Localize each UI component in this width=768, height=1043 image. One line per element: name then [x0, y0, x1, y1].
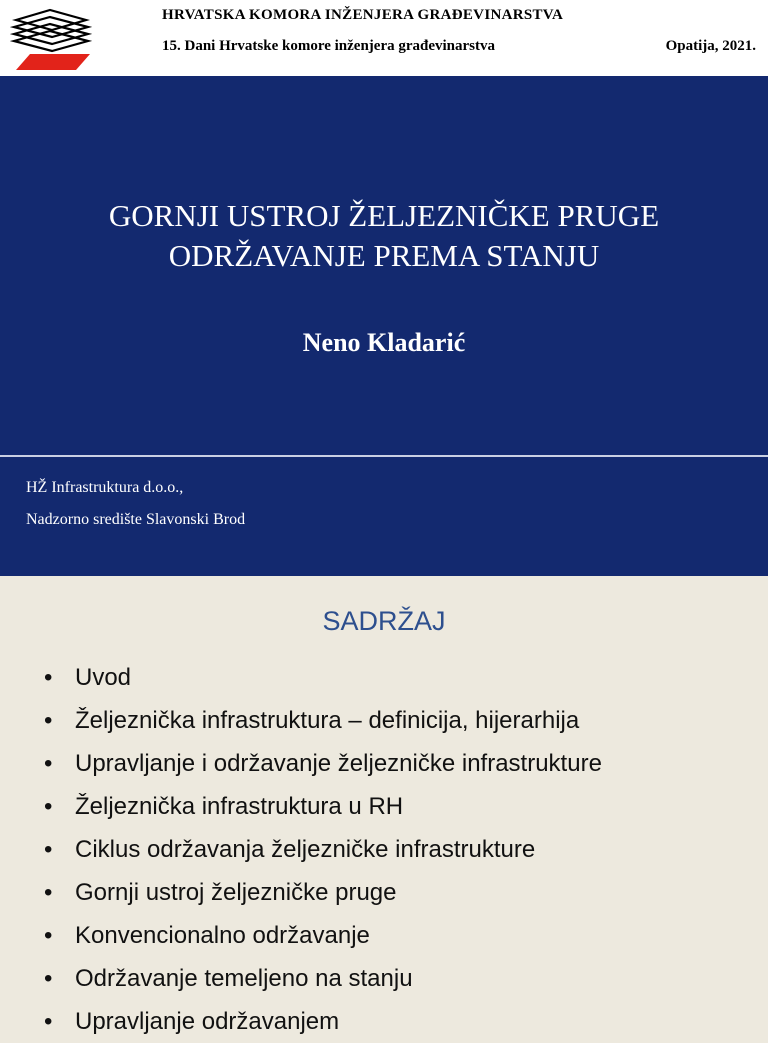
event-date: Opatija, 2021.: [665, 38, 756, 54]
toc-item: • Uvod: [40, 656, 602, 699]
top-header: [0, 0, 768, 76]
table-of-contents: [0, 576, 768, 1035]
chamber-logo-icon: [10, 8, 92, 72]
toc-item: • Održavanje temeljeno na stanju: [40, 957, 602, 1000]
toc-list: [40, 656, 602, 1043]
title-line-1: GORNJI USTROJ ŽELJEZNIČKE PRUGE: [108, 198, 660, 233]
divider: [0, 455, 768, 457]
affiliation-line-2: Nadzorno središte Slavonski Brod: [26, 511, 246, 528]
toc-item: • Gornji ustroj željezničke pruge: [40, 871, 602, 914]
title-line-2: ODRŽAVANJE PREMA STANJU: [168, 238, 600, 273]
toc-item: • Konvencionalno održavanje: [40, 914, 602, 957]
title-panel: [0, 76, 768, 576]
presentation-title: [0, 196, 768, 276]
organization-name: HRVATSKA KOMORA INŽENJERA GRAĐEVINARSTVA: [162, 7, 564, 23]
affiliation: [26, 472, 245, 536]
author-name: Neno Kladarić: [302, 328, 466, 357]
toc-item: • Ciklus održavanja željezničke infrastrukture: [40, 828, 602, 871]
event-name: 15. Dani Hrvatske komore inženjera građevinarstva: [162, 38, 496, 54]
toc-item: • Upravljanje održavanjem: [40, 1000, 602, 1043]
affiliation-line-1: HŽ Infrastruktura d.o.o.,: [26, 479, 184, 496]
toc-item: • Željeznička infrastruktura u RH: [40, 785, 602, 828]
toc-item: • Željeznička infrastruktura – definicija, hijerarhija: [40, 699, 602, 742]
toc-title: SADRŽAJ: [322, 606, 446, 636]
toc-item: • Upravljanje i održavanje željezničke infrastrukture: [40, 742, 602, 785]
